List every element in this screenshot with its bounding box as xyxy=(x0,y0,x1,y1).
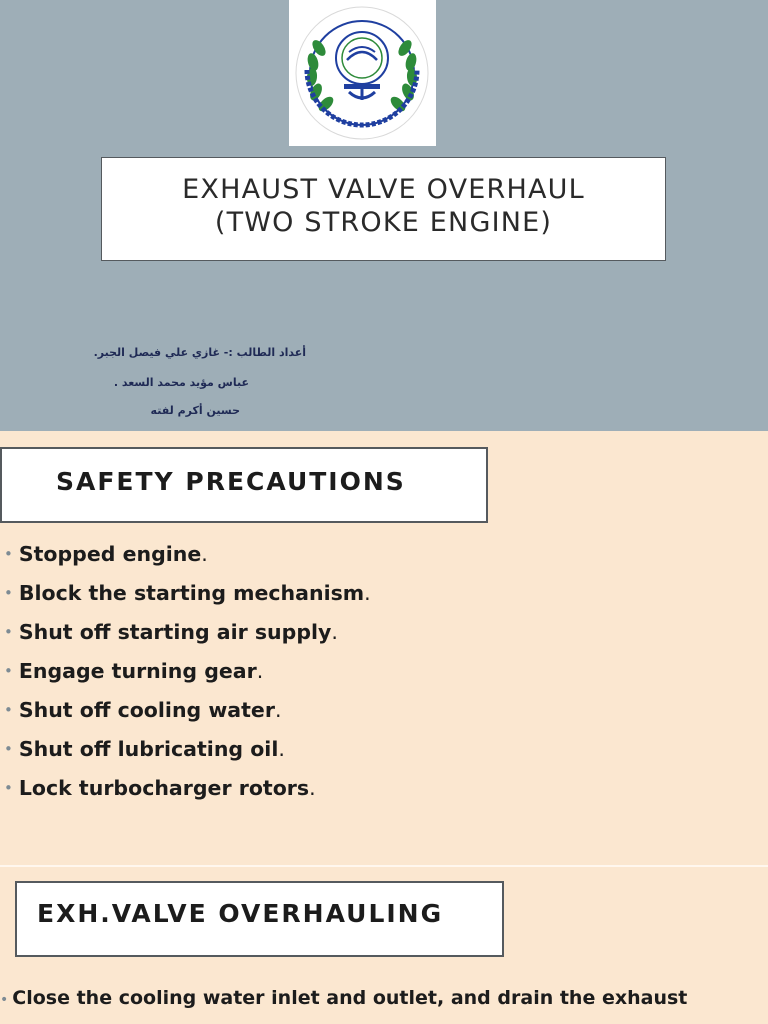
list-item: • Close the cooling water inlet and outlet, and drain the exhaust xyxy=(0,987,688,1009)
overhaul-list xyxy=(0,983,760,1015)
author-line: عباس مؤيد محمد السعد . xyxy=(113,376,249,389)
list-item: • Stopped engine. xyxy=(4,542,208,566)
title-slide xyxy=(0,0,768,431)
overhaul-slide xyxy=(0,867,768,1024)
list-item: • Shut off starting air supply. xyxy=(4,620,338,644)
presentation-title xyxy=(101,157,666,261)
safety-heading: SAFETY PRECAUTIONS xyxy=(0,447,488,523)
safety-slide xyxy=(0,431,768,865)
safety-list xyxy=(4,539,371,812)
title-line-2: (TWO STROKE ENGINE) xyxy=(214,207,553,238)
academy-emblem-icon xyxy=(289,0,436,146)
overhaul-heading: EXH.VALVE OVERHAULING xyxy=(15,881,504,957)
title-line-1: EXHAUST VALVE OVERHAUL xyxy=(182,174,585,205)
list-item: • Lock turbocharger rotors. xyxy=(4,776,316,800)
list-item: • Shut off cooling water. xyxy=(4,698,282,722)
list-item: • Block the starting mechanism. xyxy=(4,581,371,605)
list-item: • Engage turning gear. xyxy=(4,659,264,683)
author-line: أعداد الطالب :- غازي علي فيصل الجبر. xyxy=(93,346,306,359)
author-line: حسين أكرم لفته xyxy=(150,404,240,417)
list-item: • Shut off lubricating oil. xyxy=(4,737,285,761)
